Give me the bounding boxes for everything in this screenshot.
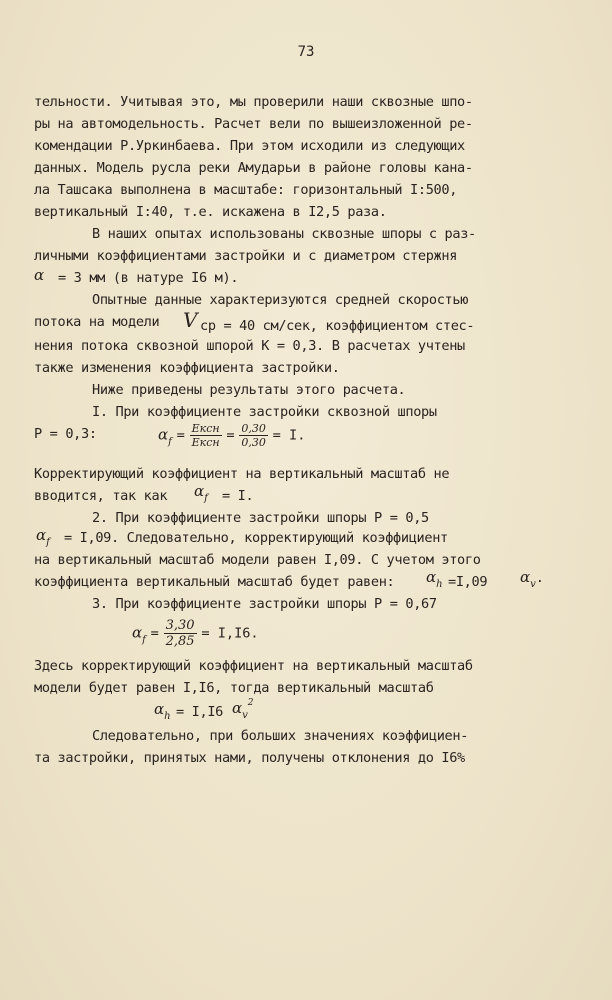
alpha-symbol: α [34, 266, 45, 284]
text-line: = 3 мм (в натуре I6 м). [58, 270, 239, 286]
text-line: модели будет равен I,I6, тогда вертикальный масштаб [34, 680, 434, 696]
text-line: В наших опытах использованы сквозные шпоры с раз- [92, 226, 476, 242]
formula-result: = I. [272, 427, 306, 444]
numerator: 3,30 [165, 618, 195, 633]
velocity-symbol: V [183, 308, 198, 332]
alpha-symbol: α [158, 425, 169, 444]
alpha-h-symbol: $\alpha_h$ [154, 700, 171, 722]
text-line: Здесь корректирующий коэффициент на вертикальный масштаб [34, 658, 473, 674]
alpha-v-symbol: $\alpha_v$. [520, 568, 544, 590]
text-line: ры на автомодельность. Расчет вели по вышеизложенной ре- [34, 116, 473, 132]
denominator: Eксн [191, 436, 220, 449]
text-line: данных. Модель русла реки Амударьи в районе головы кана- [34, 160, 473, 176]
text-line: потока на модели [34, 314, 160, 330]
formula-1: $\alpha_f$ = $\frac{\text{Eксн}}{\text{Eксн}}$ = $\frac{0,30}{0,30}$ = I. [158, 422, 306, 449]
alpha-v-squared-symbol: $\alpha_v^2$ [232, 698, 254, 721]
text-line: = I,09. Следовательно, корректирующий коэффициент [64, 530, 448, 546]
text-line: =I,09 [448, 574, 488, 590]
numerator: 0,30 [241, 422, 266, 435]
alpha-f-symbol: $\alpha_f$ [194, 482, 208, 504]
text-line: коэффициента вертикальный масштаб будет равен: [34, 574, 395, 590]
text-line: ла Ташсака выполнена в масштабе: горизонтальный I:500, [34, 182, 458, 198]
text-line: комендации Р.Уркинбаева. При этом исходили из следующих [34, 138, 465, 154]
denominator: 2,85 [165, 634, 195, 649]
text-line: ср = 40 см/сек, коэффициентом стес- [200, 318, 475, 334]
page-number: 73 [297, 44, 315, 60]
text-line: P = 0,3: [34, 426, 97, 442]
subscript: f [168, 436, 172, 448]
text-line: 3. При коэффициенте застройки шпоры P = 0,67 [92, 596, 437, 612]
text-line: = I,I6 [176, 704, 224, 720]
text-line: на вертикальный масштаб модели равен I,09. С учетом этого [34, 552, 481, 568]
alpha-symbol: α [132, 623, 143, 642]
text-line: та застройки, принятых нами, получены отклонения до I6% [34, 750, 465, 766]
text-line: 2. При коэффициенте застройки шпоры P = 0,5 [92, 510, 429, 526]
fraction [239, 422, 268, 449]
fraction [164, 618, 197, 649]
text-line: I. При коэффициенте застройки сквозной шпоры [92, 404, 437, 420]
alpha-f-symbol: $\alpha_f$ [36, 526, 50, 548]
numerator: Eксн [191, 422, 220, 435]
formula-result: = I,I6. [201, 625, 259, 642]
text-line: вертикальный I:40, т.е. искажена в I2,5 раза. [34, 204, 387, 220]
text-line: Опытные данные характеризуются средней скоростью [92, 292, 469, 308]
text-line: Следовательно, при больших значениях коэффициен- [92, 728, 469, 744]
alpha-h-symbol: $\alpha_h$ [426, 568, 443, 590]
text-line: нения потока сквозной шпорой К = 0,3. В расчетах учтены [34, 338, 465, 354]
text-line: Ниже приведены результаты этого расчета. [92, 382, 406, 398]
denominator: 0,30 [241, 436, 266, 449]
fraction [190, 422, 222, 449]
text-line: Корректирующий коэффициент на вертикальный масштаб не [34, 466, 450, 482]
text-line: личными коэффициентами застройки и с диаметром стержня [34, 248, 458, 264]
text-line: также изменения коэффициента застройки. [34, 360, 340, 376]
text-line: вводится, так как [34, 488, 168, 504]
text-line: тельности. Учитывая это, мы проверили наши сквозные шпо- [34, 94, 473, 110]
text-line: = I. [222, 488, 254, 504]
formula-3: $\alpha_f$ = $\frac{3,30}{2,85}$ = I,I6. [132, 618, 259, 649]
